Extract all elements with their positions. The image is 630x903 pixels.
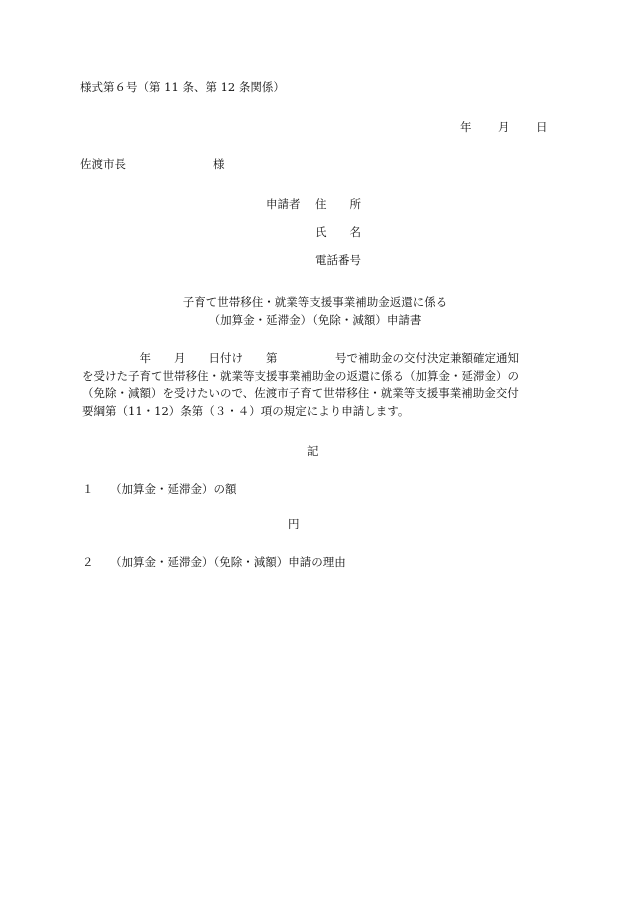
form-reference: 様式第６号（第 11 条、第 12 条関係） [80, 80, 285, 94]
applicant-name-label: 氏 名 [315, 225, 361, 239]
item-1-label: （加算金・延滞金）の額 [110, 482, 237, 496]
title-line-1: 子育て世帯移住・就業等支援事業補助金返還に係る [182, 295, 448, 309]
body-line-4: 要綱第（11・12）条第（３・４）項の規定により申請します。 [82, 403, 410, 418]
applicant-label: 申請者 [266, 197, 301, 211]
item-2-label: （加算金・延滞金）（免除・減額）申請の理由 [110, 555, 346, 569]
body-line-1: 年 月 日付け 第 号で補助金の交付決定兼額確定通知 [82, 351, 519, 365]
addressee-name: 佐渡市長 [80, 157, 126, 171]
date-month-label: 月 [498, 120, 510, 134]
title-line-2: （加算金・延滞金）（免除・減額）申請書 [208, 313, 422, 327]
body-line-3: （免除・減額）を受けたいので、佐渡市子育て世帯移住・就業等支援事業補助金交付 [82, 386, 519, 400]
date-year-label: 年 [460, 120, 472, 134]
item-1-unit: 円 [288, 517, 300, 531]
date-day-label: 日 [536, 120, 548, 134]
body-paragraph [82, 350, 548, 420]
ki-heading: 記 [307, 444, 319, 458]
item-1-number: １ [82, 482, 94, 496]
item-2-number: ２ [82, 555, 94, 569]
applicant-phone-label: 電話番号 [315, 253, 361, 267]
body-line-2: を受けた子育て世帯移住・就業等支援事業補助金の返還に係る（加算金・延滞金）の [82, 368, 519, 383]
addressee-honorific: 様 [213, 157, 225, 171]
applicant-address-label: 住 所 [315, 197, 361, 211]
